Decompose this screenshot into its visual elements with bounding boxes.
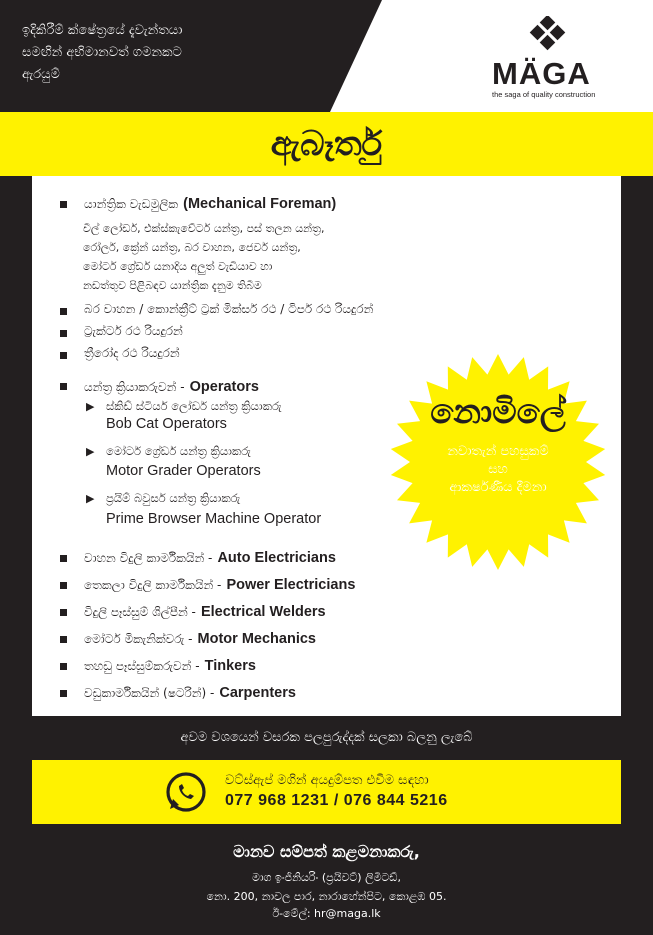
vacancy-item: බර වාහන / කොන්ක්‍රීට් ට්‍රක් මික්සර් රථ / ටිපර් රථ රියදුරන් xyxy=(84,302,374,316)
burst-line: සහ xyxy=(488,462,508,477)
bullet-icon xyxy=(60,308,67,315)
bullet-icon xyxy=(60,609,67,616)
burst-line: නවාතැන් පහසුකම් xyxy=(447,444,549,459)
bullet-icon xyxy=(60,636,67,643)
page-title: ඇබෑර්තු xyxy=(270,124,383,164)
bullet-icon xyxy=(60,330,67,337)
footer-email[interactable]: ඊ-මේල්: hr@maga.lk xyxy=(272,907,381,920)
vacancy-title-en: Electrical Welders xyxy=(200,604,326,620)
vacancy-item xyxy=(84,628,316,647)
vacancy-item xyxy=(84,193,336,212)
vacancy-title-en: Tinkers xyxy=(204,658,256,674)
sub-role-en: Motor Grader Operators xyxy=(106,463,261,479)
vacancy-item xyxy=(84,547,336,566)
sub-role-en: Bob Cat Operators xyxy=(106,416,227,432)
sub-role-si: මෝටර් ග්‍රේඩර් යන්ත්‍ර ක්‍රියාකරු xyxy=(106,444,251,458)
arrow-bullet-icon: ▶ xyxy=(86,492,95,505)
vacancy-title-en: Auto Electricians xyxy=(217,550,336,566)
bullet-icon xyxy=(60,201,67,208)
arrow-bullet-icon: ▶ xyxy=(86,445,95,458)
vacancy-title-en: Carpenters xyxy=(219,685,296,701)
description-line: වීල් ලෝඩර්, එක්ස්කැවේටර් යන්ත්‍ර, පස් තලන යන්ත්‍ර, xyxy=(83,222,325,235)
bullet-icon xyxy=(60,663,67,670)
vacancy-title-si: විදුලි පෑස්සුම් ශිල්පීන් - xyxy=(84,605,196,619)
description-line: මෝටර් ග්‍රේඩර් යනාදිය අලුත් වැඩියාව හා xyxy=(83,260,273,273)
maga-diamond-logo-icon xyxy=(529,16,569,56)
bullet-icon xyxy=(60,690,67,697)
vacancy-title-en: Power Electricians xyxy=(226,577,356,593)
bullet-icon xyxy=(60,555,67,562)
arrow-bullet-icon: ▶ xyxy=(86,400,95,413)
burst-line: ආකර්ෂණීය දීමනා xyxy=(449,480,547,495)
vacancy-title-si: වඩුකාර්මිකයින් (ෂටරින්) - xyxy=(84,686,215,700)
whatsapp-label: වට්ස්ඇප් මගින් අයදුම්පත එවීම සඳහා xyxy=(225,773,429,788)
footer-address: නො. 200, නාවල පාර, නාරාහේන්පිට, කොළඹ 05. xyxy=(206,890,447,903)
vacancy-title-si: මෝටර් මිකැනික්වරු - xyxy=(84,632,193,646)
tagline-line: සමඟින් අභිමානවත් ගමනකට xyxy=(22,45,182,60)
tagline xyxy=(22,20,182,86)
vacancy-title-en: Operators xyxy=(189,379,259,395)
vacancy-title-en: (Mechanical Foreman) xyxy=(183,196,337,212)
logo-slogan: the saga of quality construction xyxy=(492,90,596,99)
sub-role-en: Prime Browser Machine Operator xyxy=(106,511,322,527)
tagline-line: ඇරයුම් xyxy=(22,67,60,82)
vacancy-item xyxy=(84,601,326,620)
logo-wordmark: MÄGA xyxy=(492,56,591,91)
sub-role-si: ස්කිඩ් ස්ටියර් ලෝඩර් යන්ත්‍ර ක්‍රියාකරු xyxy=(106,399,282,413)
bullet-icon xyxy=(60,383,67,390)
vacancy-item xyxy=(84,376,259,395)
vacancy-item xyxy=(84,682,296,701)
vacancy-title-si: යන්ත්‍ර ක්‍රියාකරුවන් - xyxy=(84,380,185,394)
description-line: නඩත්තුව පිළිබඳව යාන්ත්‍රික දැනුම තිබීම xyxy=(83,279,262,292)
vacancy-title-si: තහඩු පෑස්සුම්කරුවන් - xyxy=(84,659,200,673)
footer-title: මානව සම්පත් කළමනාකරු, xyxy=(233,842,420,861)
tagline-line: ඉදිකිරීම් ක්ෂේත්‍රයේ දැවැන්තයා xyxy=(22,23,183,38)
footer-company: මාග ඉංජිනියරිං (ප්‍රයිවට්) ලිමිටඩ්, xyxy=(252,871,401,884)
sub-role-si: ප්‍රයිම් බවුසර් යන්ත්‍ර ක්‍රියාකරු xyxy=(106,491,241,505)
vacancy-title-si: යාන්ත්‍රික වැඩමුලික xyxy=(84,197,179,211)
burst-title: නොමිලේ xyxy=(430,392,566,432)
bullet-icon xyxy=(60,582,67,589)
vacancy-description xyxy=(83,219,324,295)
vacancy-item xyxy=(84,574,355,593)
vacancy-item: ත්‍රීරෝද රථ රියදුරන් xyxy=(84,346,180,360)
vacancy-item: ට්‍රැක්ටර් රථ රියදුරන් xyxy=(84,324,183,338)
vacancy-item xyxy=(84,655,256,674)
vacancy-title-si: තෙකලා විදුලි කාර්මිකයින් - xyxy=(84,578,222,592)
description-line: රෝලර්, ක්‍රේන් යන්ත්‍ර, බර වාහන, ජෙවර් යන්ත්‍ර, xyxy=(83,241,301,254)
phone-numbers[interactable]: 077 968 1231 / 076 844 5216 xyxy=(225,792,448,809)
experience-notice: අවම වශයෙන් වසරක පලපුරුද්දක් සලකා බලනු ලැබේ xyxy=(180,729,473,745)
vacancy-title-si: වාහන විදුලි කාර්මිකයින් - xyxy=(84,551,213,565)
bullet-icon xyxy=(60,352,67,359)
whatsapp-icon[interactable] xyxy=(165,771,207,813)
vacancy-title-en: Motor Mechanics xyxy=(197,631,316,647)
